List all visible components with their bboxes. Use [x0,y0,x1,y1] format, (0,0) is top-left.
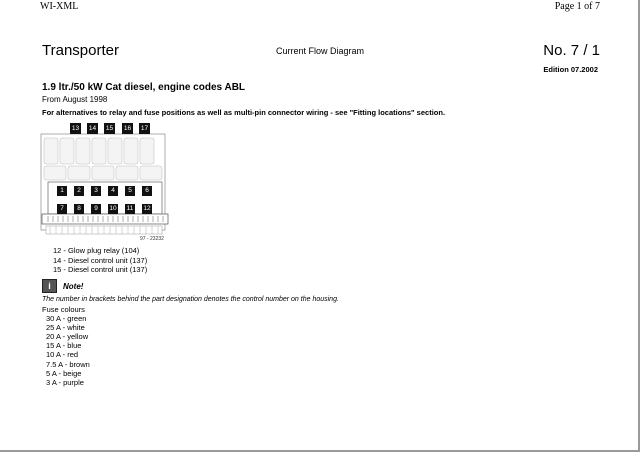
figure-code: 97 - 23232 [140,236,164,242]
relay-position-12: 12 [143,205,151,212]
document-type: Current Flow Diagram [276,46,365,56]
edition-label: Edition 07.2002 [543,65,598,74]
fuse-colour-item: 20 A - yellow [46,332,89,342]
relay-position-1: 1 [57,186,67,196]
page-indicator: Page 1 of 7 [554,1,600,12]
relay-position-9: 9 [91,204,101,214]
legend-item: 14 - Diesel control unit (137) [53,255,148,265]
legend-item: 12 - Glow plug relay (104) [53,246,140,255]
fitting-locations-note: For alternatives to relay and fuse positions as well as multi-pin connector wiring - see "Fitting locations" section. [42,108,446,117]
relay-plate-diagram [40,120,170,246]
relay-position-3: 3 [91,186,101,196]
note-header [42,279,83,293]
validity-date: From August 1998 [42,95,108,104]
relay-position-13: 13 [71,125,80,132]
component-legend [53,246,147,275]
relay-position-6: 6 [142,186,152,196]
relay-position-16: 16 [123,125,132,132]
fuse-colours-heading: Fuse colours [42,305,85,314]
document-number: No. 7 / 1 [543,42,600,59]
relay-position-8: 8 [74,204,84,214]
vehicle-name: Transporter [42,42,119,59]
relay-position-4: 4 [108,186,118,196]
fuse-colour-item: 7.5 A - brown [46,359,90,369]
fuse-colours-list [42,305,90,387]
info-icon: i [42,279,57,293]
page-title: 1.9 ltr./50 kW Cat diesel, engine codes ABL [42,82,246,93]
relay-position-10: 10 [109,205,117,212]
fuse-colour-item: 10 A - red [46,350,79,360]
relay-position-2: 2 [74,186,84,196]
fuse-colour-item: 3 A - purple [46,377,84,387]
fuse-colour-item: 15 A - blue [46,341,82,351]
fuse-colour-item: 30 A - green [46,314,87,324]
note-title: Note! [63,281,84,291]
relay-position-11: 11 [126,205,134,212]
relay-plate-drawing [40,120,170,246]
header-source: WI-XML [40,1,79,12]
note-text: The number in brackets behind the part designation denotes the control number on the housing. [42,296,339,303]
relay-position-7: 7 [57,204,67,214]
legend-item: 15 - Diesel control unit (137) [53,265,148,274]
relay-position-5: 5 [125,186,135,196]
relay-position-17: 17 [140,125,149,132]
relay-position-14: 14 [88,125,97,132]
fuse-colour-item: 25 A - white [46,323,85,333]
relay-position-15: 15 [105,125,114,132]
fuse-colour-item: 5 A - beige [46,368,82,378]
